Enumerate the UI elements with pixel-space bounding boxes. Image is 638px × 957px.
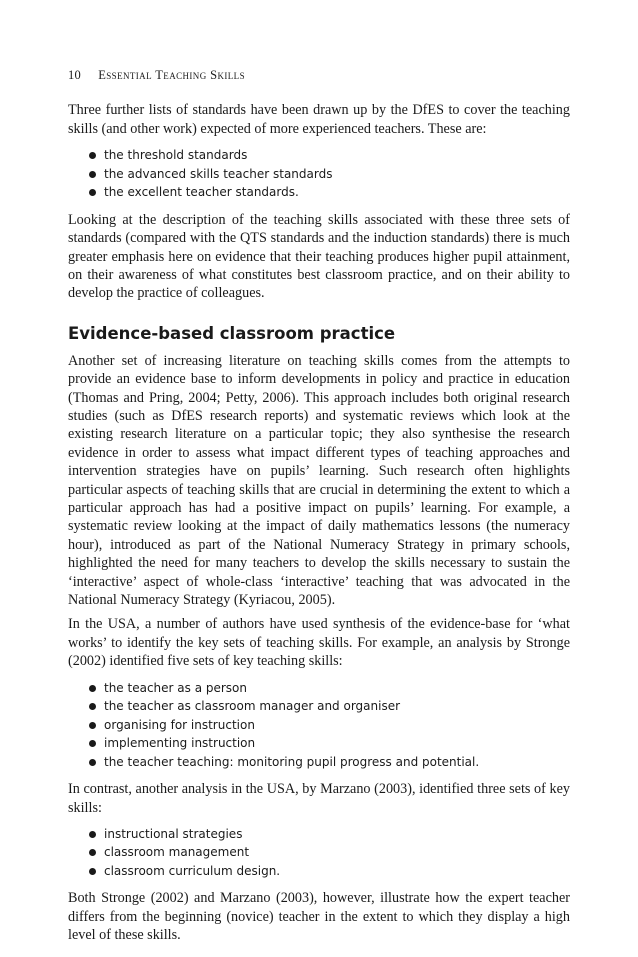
marzano-skills-list	[86, 825, 570, 881]
conclusion-paragraph: Both Stronge (2002) and Marzano (2003), however, illustrate how the expert teacher differs from the beginning (novice) teacher in the extent to which they display a high level of these skills.	[68, 890, 570, 944]
list-item: implementing instruction	[86, 734, 570, 753]
list-item: the advanced skills teacher standards	[86, 165, 570, 184]
list-item: classroom curriculum design.	[86, 862, 570, 881]
list-item: the teacher as classroom manager and organiser	[86, 697, 570, 716]
list-item: organising for instruction	[86, 716, 570, 735]
list-item: the teacher teaching: monitoring pupil progress and potential.	[86, 753, 570, 772]
running-title: Essential Teaching Skills	[98, 68, 245, 82]
section-heading: Evidence-based classroom practice	[68, 323, 396, 343]
list-item: classroom management	[86, 843, 570, 862]
usa-paragraph: In the USA, a number of authors have used synthesis of the evidence-base for ‘what works’ to identify the key sets of teaching skills. For example, an analysis by Stronge (2002) identified five sets of key teaching skills:	[68, 616, 570, 670]
list-item: instructional strategies	[86, 825, 570, 844]
page-number: 10	[68, 68, 81, 82]
list-item: the threshold standards	[86, 146, 570, 165]
list-item: the excellent teacher standards.	[86, 183, 570, 202]
list-item: the teacher as a person	[86, 679, 570, 698]
intro-paragraph: Three further lists of standards have been drawn up by the DfES to cover the teaching skills (and other work) expected of more experienced teachers. These are:	[68, 102, 570, 137]
standards-discussion-paragraph: Looking at the description of the teaching skills associated with these three sets of standards (compared with the QTS standards and the induction standards) there is much greater emphasis here on evidence that their teaching produces higher pupil attainment, on their awareness of what constitutes best classroom practice, and on their ability to develop the practice of colleagues.	[68, 211, 570, 302]
evidence-paragraph: Another set of increasing literature on teaching skills comes from the attempts to provide an evidence base to inform developments in policy and practice in education (Thomas and Pring, 2004; Petty, 2006). This approach includes both original research studies (such as DfES research reports) and systematic reviews which look at the existing research literature on a particular topic; they also synthesise the research evidence in order to assess what impact different types of teaching approaches and intervention strategies have on pupils’ learning. Such research often highlights particular aspects of teaching skills that are crucial in determining the extent to which a particular approach has had a positive impact on pupils’ learning. For example, a systematic review looking at the impact of daily mathematics lessons (the numeracy hour), introduced as part of the National Numeracy Strategy in primary schools, highlighted the need for many teachers to develop the skills necessary to sustain the ‘interactive’ aspect of whole-class ‘interactive’ teaching that was advocated in the National Numeracy Strategy (Kyriacou, 2005).	[68, 352, 570, 609]
book-page	[68, 66, 570, 945]
standards-list	[86, 146, 570, 202]
stronge-skills-list	[86, 679, 570, 772]
running-header	[68, 66, 570, 84]
marzano-paragraph: In contrast, another analysis in the USA, by Marzano (2003), identified three sets of key skills:	[68, 781, 570, 816]
